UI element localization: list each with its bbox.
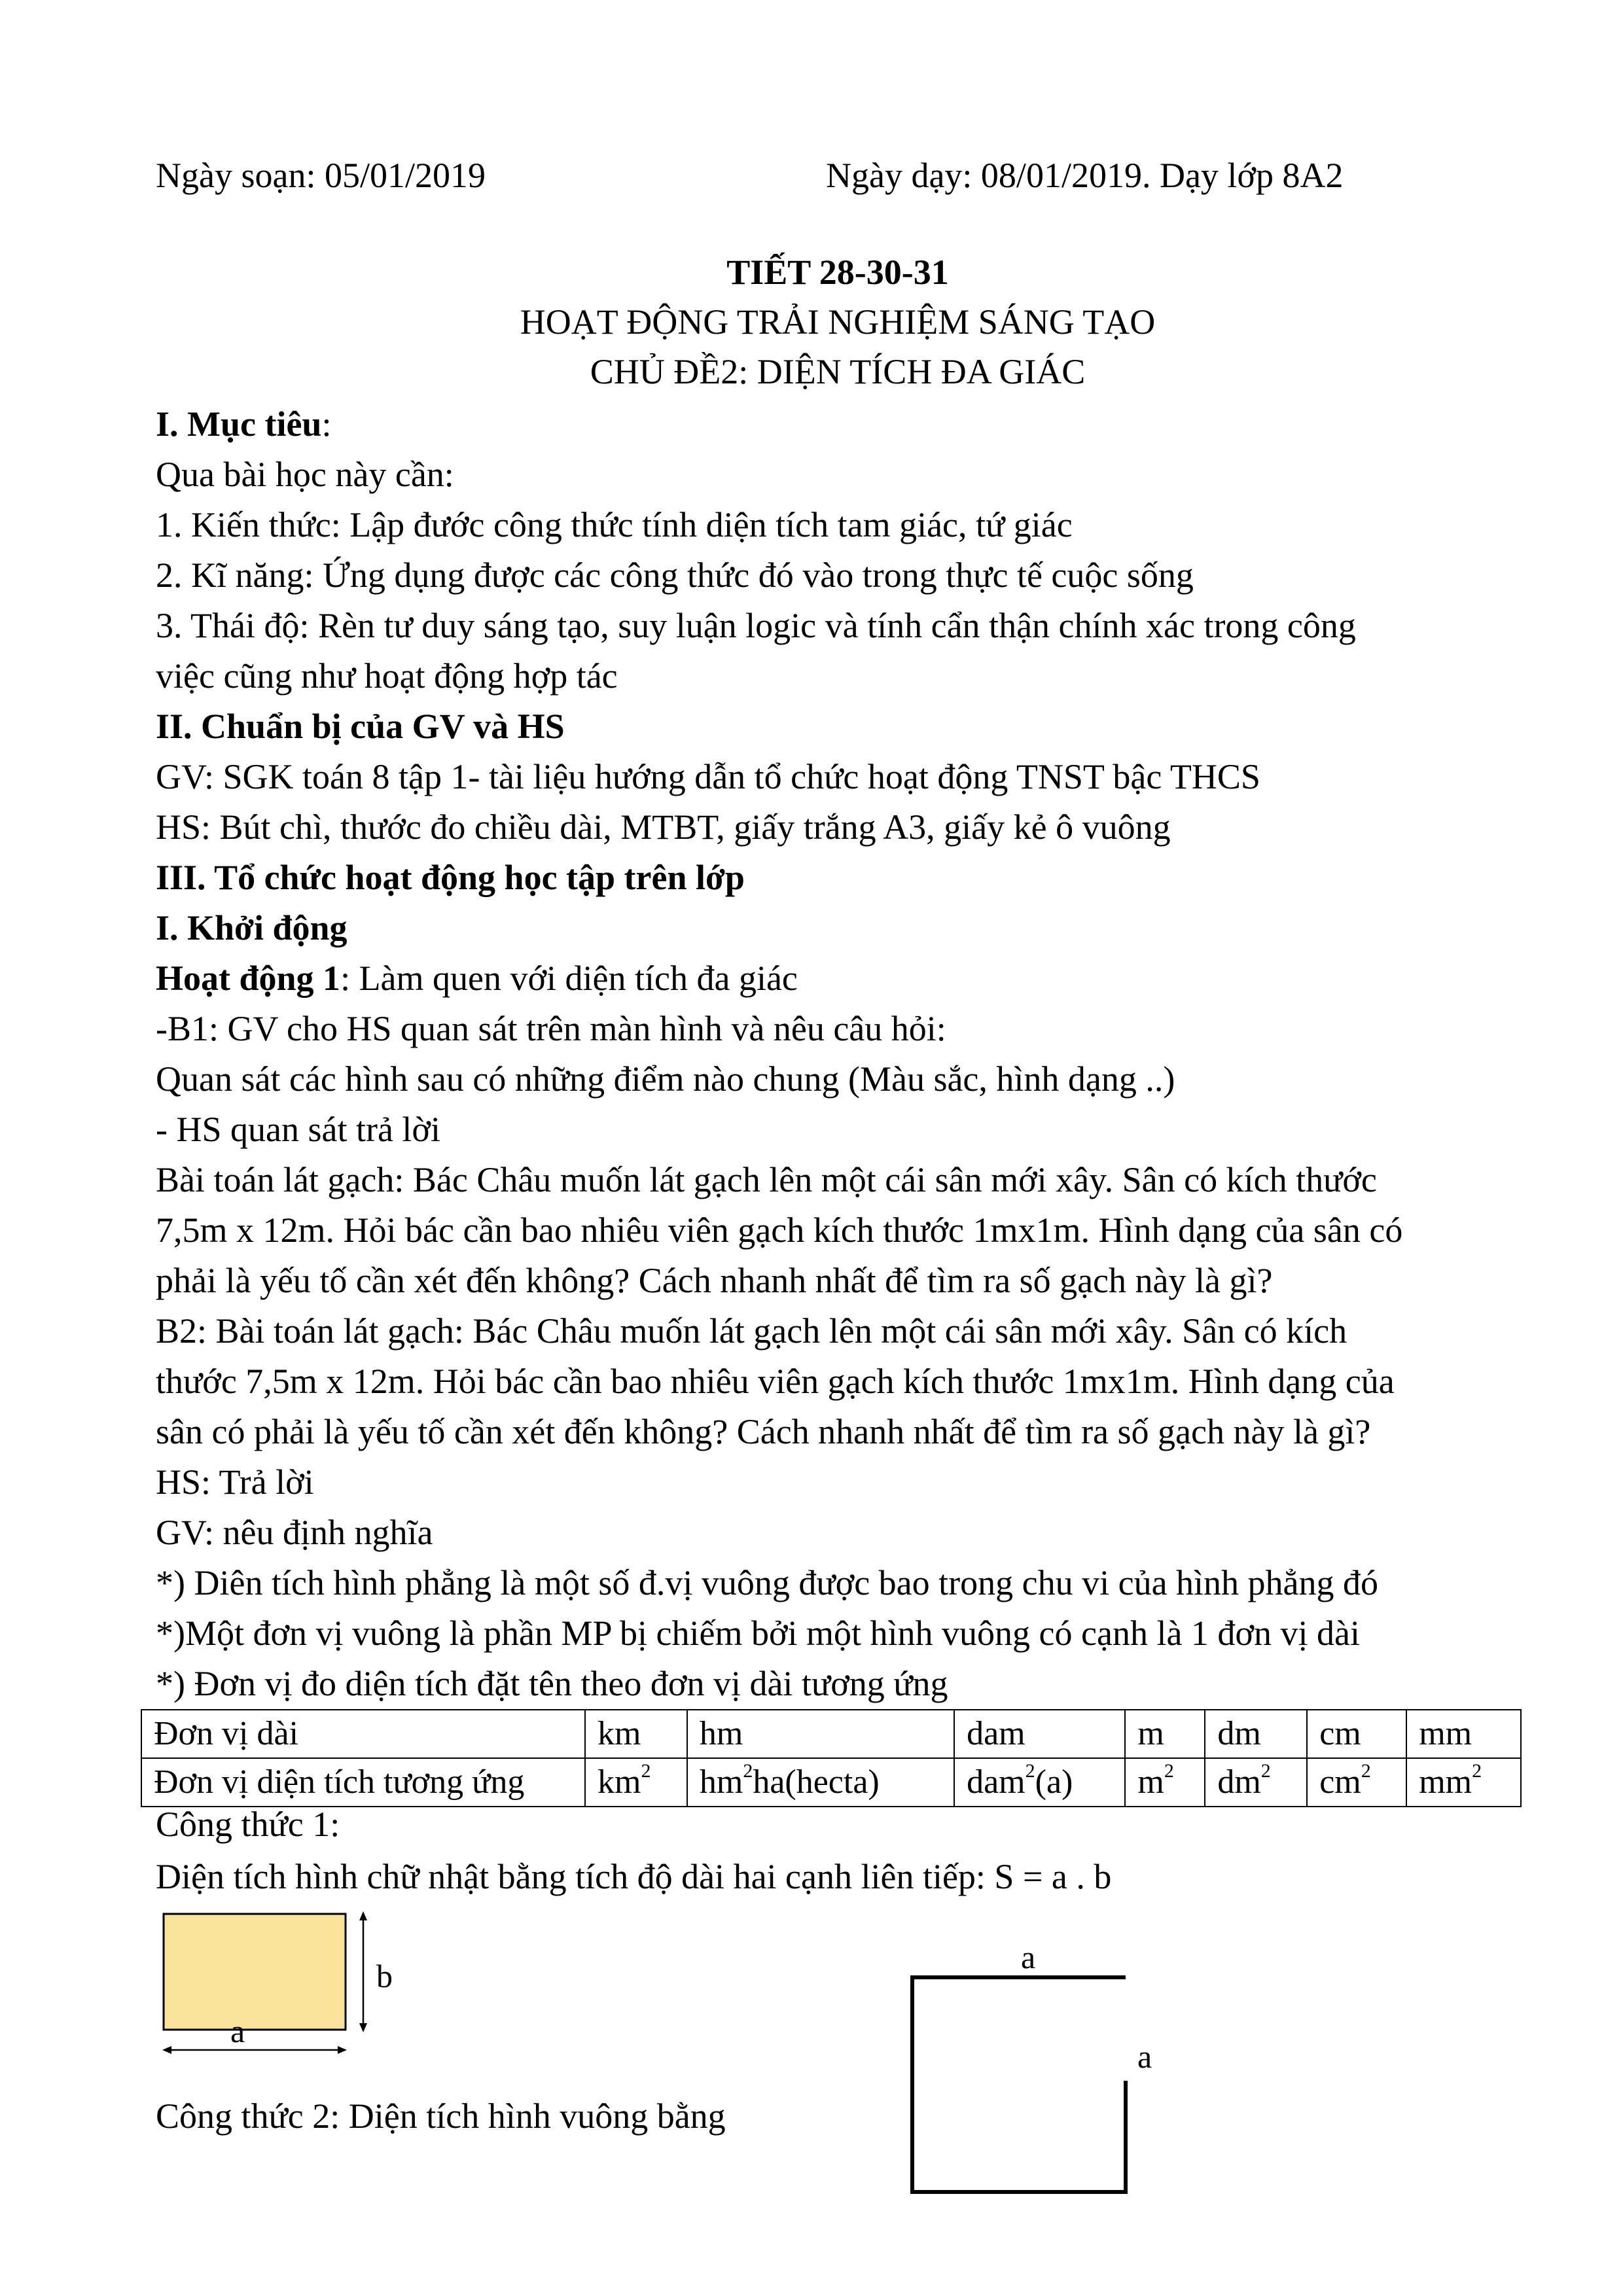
- table-cell: km: [585, 1710, 687, 1758]
- warmup-heading: I. Khởi động: [156, 908, 348, 947]
- table-cell: mm: [1406, 1710, 1521, 1758]
- objective-item: 1. Kiến thức: Lập đước công thức tính diện tích tam giác, tứ giác: [156, 505, 1073, 544]
- table-cell: hm: [687, 1710, 954, 1758]
- topic-title: CHỦ ĐỀ2: DIỆN TÍCH ĐA GIÁC: [590, 352, 1086, 391]
- body-line: *) Đơn vị đo diện tích đặt tên theo đơn vị dài tương ứng: [156, 1664, 948, 1703]
- rectangle-shape: [164, 1914, 346, 2030]
- date-taught: Ngày dạy: 08/01/2019. Dạy lớp 8A2: [826, 156, 1344, 195]
- formula-1-text: Diện tích hình chữ nhật bằng tích độ dài hai cạnh liên tiếp: S = a . b: [156, 1857, 1112, 1896]
- table-cell: $dm^2$: [1205, 1758, 1307, 1807]
- objectives-intro: Qua bài học này cần:: [156, 455, 454, 494]
- square-figure: [903, 1937, 1178, 2199]
- body-line: Bài toán lát gạch: Bác Châu muốn lát gạch lên một cái sân mới xây. Sân có kích thước: [156, 1160, 1377, 1199]
- table-row: [141, 1710, 1521, 1758]
- body-line: B2: Bài toán lát gạch: Bác Châu muốn lát gạch lên một cái sân mới xây. Sân có kích: [156, 1311, 1347, 1351]
- objectives-heading: I. Mục tiêu:: [156, 404, 332, 444]
- table-cell: Đơn vị dài: [141, 1710, 585, 1758]
- rect-label-b: b: [376, 1958, 393, 1994]
- table-cell: $mm^2$: [1406, 1758, 1521, 1807]
- objective-item: việc cũng như hoạt động hợp tác: [156, 656, 618, 696]
- table-cell: dam: [954, 1710, 1125, 1758]
- date-prepared: Ngày soạn: 05/01/2019: [156, 156, 486, 195]
- activity-title: HOẠT ĐỘNG TRẢI NGHIỆM SÁNG TẠO: [520, 302, 1156, 342]
- table-cell: dm: [1205, 1710, 1307, 1758]
- table-cell: $m^2$: [1125, 1758, 1205, 1807]
- formula-1-title: Công thức 1:: [156, 1805, 340, 1844]
- body-line: *) Diên tích hình phẳng là một số đ.vị vuông được bao trong chu vi của hình phẳng đó: [156, 1563, 1379, 1602]
- body-line: *)Một đơn vị vuông là phần MP bị chiếm bởi một hình vuông có cạnh là 1 đơn vị dài: [156, 1614, 1360, 1653]
- rect-label-a: a: [230, 2013, 245, 2049]
- rectangle-figure: [157, 1907, 406, 2077]
- table-cell: dam$^2$(a): [954, 1758, 1125, 1807]
- square-label-right: a: [1137, 2038, 1152, 2075]
- body-line: GV: nêu định nghĩa: [156, 1513, 433, 1552]
- table-cell: $hm^2ha(hecta)$: [687, 1758, 954, 1807]
- organization-heading: III. Tổ chức hoạt động học tập trên lớp: [156, 858, 745, 897]
- table-cell: cm: [1307, 1710, 1406, 1758]
- table-cell: $cm^2$: [1307, 1758, 1406, 1807]
- table-cell: Đơn vị diện tích tương ứng: [141, 1758, 585, 1807]
- objective-item: 2. Kĩ năng: Ứng dụng được các công thức đó vào trong thực tế cuộc sống: [156, 556, 1194, 595]
- units-table: [141, 1709, 1522, 1807]
- lesson-title: TIẾT 28-30-31: [726, 253, 949, 292]
- body-line: Quan sát các hình sau có những điểm nào chung (Màu sắc, hình dạng ..): [156, 1059, 1175, 1099]
- table-cell: $km^2$: [585, 1758, 687, 1807]
- arrow-head: [359, 1911, 367, 1920]
- body-line: phải là yếu tố cần xét đến không? Cách nhanh nhất để tìm ra số gạch này là gì?: [156, 1261, 1273, 1300]
- square-label-top: a: [1021, 1939, 1036, 1975]
- arrow-head: [359, 2023, 367, 2032]
- preparation-heading: II. Chuẩn bị của GV và HS: [156, 707, 565, 746]
- activity-1: Hoạt động 1: Làm quen với diện tích đa giác: [156, 959, 798, 998]
- body-line: - HS quan sát trả lời: [156, 1110, 440, 1149]
- preparation-gv: GV: SGK toán 8 tập 1- tài liệu hướng dẫn tổ chức hoạt động TNST bậc THCS: [156, 757, 1260, 796]
- table-cell: m: [1125, 1710, 1205, 1758]
- table-row: [141, 1758, 1521, 1807]
- preparation-hs: HS: Bút chì, thước đo chiều dài, MTBT, giấy trắng A3, giấy kẻ ô vuông: [156, 807, 1171, 847]
- body-line: thước 7,5m x 12m. Hỏi bác cần bao nhiêu viên gạch kích thước 1mx1m. Hình dạng của: [156, 1362, 1395, 1401]
- square-outline: [912, 1977, 1126, 2192]
- arrow-head: [338, 2046, 347, 2054]
- body-line: 7,5m x 12m. Hỏi bác cần bao nhiêu viên gạch kích thước 1mx1m. Hình dạng của sân có: [156, 1210, 1403, 1250]
- formula-2-text: Công thức 2: Diện tích hình vuông bằng: [156, 2096, 726, 2136]
- body-line: HS: Trả lời: [156, 1462, 314, 1502]
- body-line: -B1: GV cho HS quan sát trên màn hình và nêu câu hỏi:: [156, 1009, 946, 1048]
- body-line: sân có phải là yếu tố cần xét đến không? Cách nhanh nhất để tìm ra số gạch này là gì?: [156, 1412, 1371, 1451]
- arrow-head: [162, 2046, 171, 2054]
- objective-item: 3. Thái độ: Rèn tư duy sáng tạo, suy luận logic và tính cẩn thận chính xác trong công: [156, 606, 1356, 645]
